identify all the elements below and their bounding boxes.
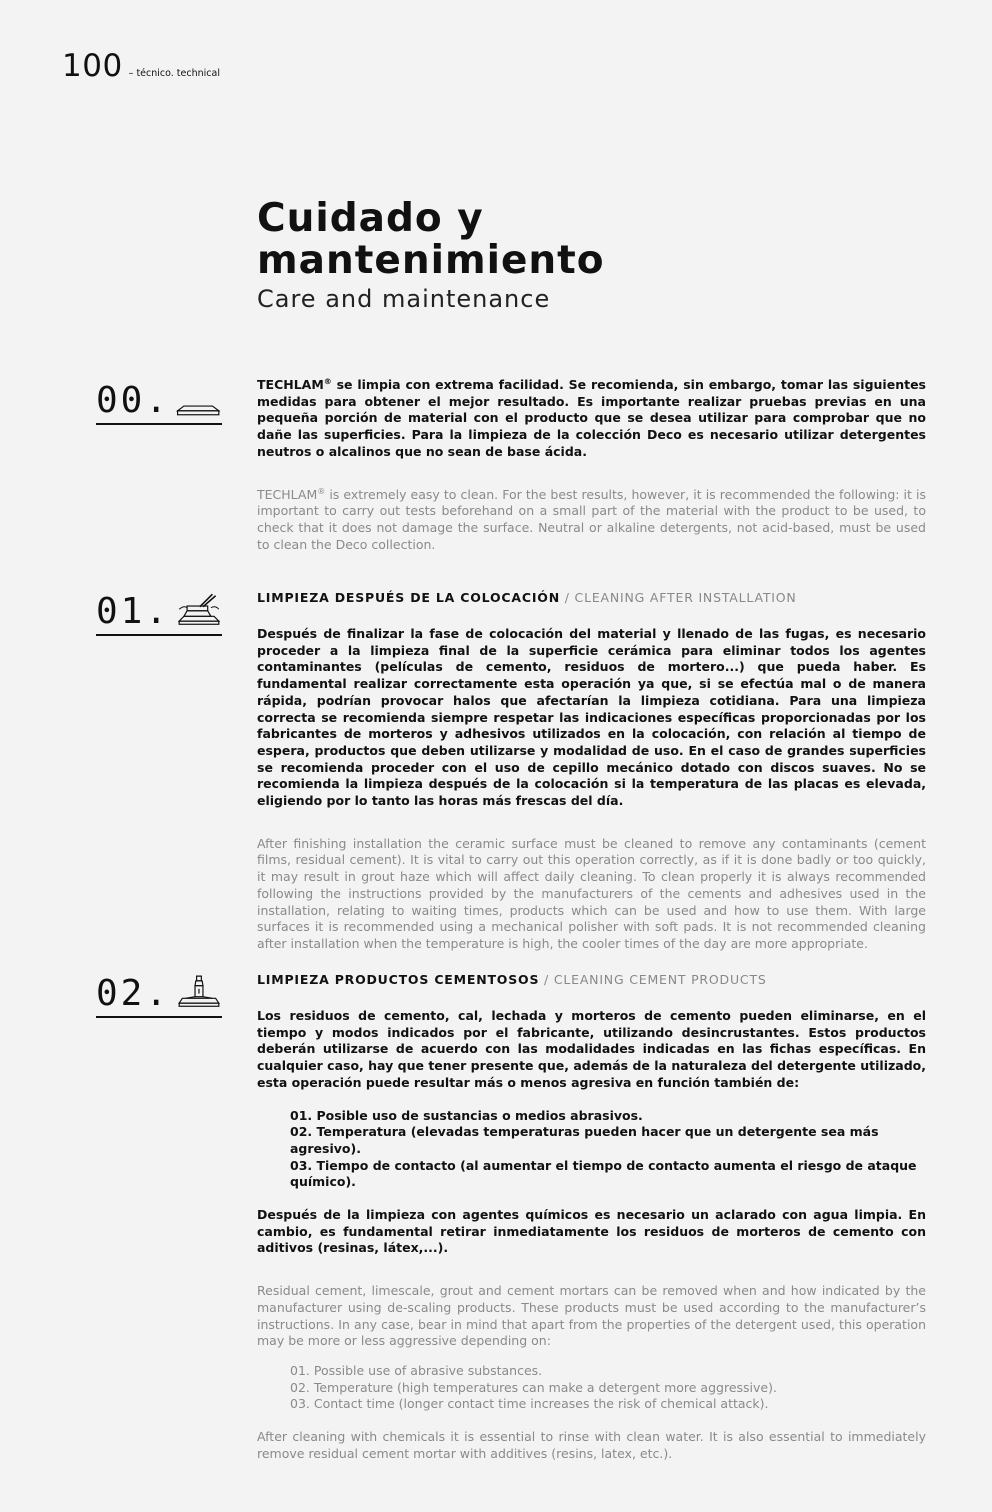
section-02-list-es — [257, 1108, 926, 1192]
section-00-number: 00. — [96, 380, 171, 421]
section-02-heading-en: CLEANING CEMENT PRODUCTS — [553, 972, 767, 987]
list-item: 01. Posible uso de sustancias o medios abrasivos. — [290, 1107, 643, 1123]
section-00-text-en — [257, 487, 926, 554]
section-02-body — [257, 970, 926, 1462]
section-02-outro-es: Después de la limpieza con agentes químicos es necesario un aclarado con agua limpia. En cambio, es fundamental retirar inmediatamente los residuos de morteros de cemento con aditivos (resinas, látex,...). — [257, 1207, 926, 1256]
section-00-paragraph-es: se limpia con extrema facilidad. Se recomienda, sin embargo, tomar las siguientes medidas para obtener el mejor resultado. Es importante realizar pruebas previas en una pequeña porción de material con el producto que se desea utilizar para comprobar que no dañe las superficies. Para la limpieza de la colección Deco es necesario utilizar detergentes neutros o alcalinos que no sean de base ácida. — [257, 377, 926, 459]
heading-separator: / — [539, 972, 554, 987]
heading-separator: / — [559, 590, 575, 605]
section-01-heading-en: CLEANING AFTER INSTALLATION — [574, 590, 797, 605]
section-00-text-es — [257, 377, 926, 461]
list-item: 02. Temperatura (elevadas temperaturas pueden hacer que un detergente sea más agresivo). — [290, 1124, 879, 1156]
section-02-number: 02. — [96, 973, 171, 1014]
page-title — [257, 198, 605, 282]
section-01-number: 01. — [96, 591, 171, 632]
registered-mark-en: ® — [317, 486, 326, 496]
section-01-text-es: Después de finalizar la fase de colocación del material y llenado de las fugas, es necesario proceder a la limpieza final de la superficie cerámica para eliminar todos los agentes contaminantes (películas de cemento, residuos de mortero...) que pueda haber. Es fundamental realizar correctamente esta operación ya que, si se efectúa mal o de manera rápida, podrían provocar halos que afectarían la limpieza cotidiana. Para una limpieza correcta se recomienda siempre respetar las indicaciones específicas proporcionadas por los fabricantes de morteros y adhesivos utilizados en la colocación, con relación al tiempo de espera, productos que deben utilizarse y modalidad de uso. En el caso de grandes superficies se recomienda proceder con el uso de cepillo mecánico dotado con discos suaves. No se recomienda la limpieza después de la colocación si la temperatura de las placas es elevada, eligiendo por lo tanto las horas más frescas del día. — [257, 626, 926, 809]
page-title-line-1: Cuidado y — [257, 196, 484, 241]
page-number: 100 — [62, 48, 123, 84]
title-block — [257, 198, 605, 334]
page-subtitle: Care and maintenance — [257, 285, 551, 313]
page-title-line-2: mantenimiento — [257, 238, 605, 283]
section-02-outro-en: After cleaning with chemicals it is essential to rinse with clean water. It is also essential to immediately remove residual cement mortar with additives (resins, latex, etc.). — [257, 1429, 926, 1461]
page-header — [62, 48, 220, 84]
section-01-marker — [96, 588, 222, 636]
section-02-intro-es: Los residuos de cemento, cal, lechada y morteros de cemento pueden eliminarse, en el tiempo y modos indicados por el fabricante, utilizando desincrustantes. Estos productos deberán utilizarse de acuerdo con las modalidades indicadas en las fichas específicas. En cualquier caso, hay que tener presente que, además de la naturaleza del detergente utilizado, esta operación puede resultar más o menos agresiva en función también de: — [257, 1008, 926, 1090]
list-item: 03. Contact time (longer contact time increases the risk of chemical attack). — [290, 1396, 769, 1412]
section-01-body — [257, 588, 926, 953]
tile-slab-icon — [176, 399, 222, 421]
section-02-list-en — [257, 1363, 926, 1413]
floor-polisher-icon — [176, 588, 222, 632]
section-02-marker — [96, 970, 222, 1018]
section-00-paragraph-en: is extremely easy to clean. For the best results, however, it is recommended the following: it is important to carry out tests beforehand on a small part of the material with the product to be used, to check that it does not damage the surface. Neutral or alkaline detergents, not acid-based, must be used to clean the Deco collection. — [257, 486, 926, 552]
section-02-heading-es: LIMPIEZA PRODUCTOS CEMENTOSOS — [257, 972, 540, 987]
brand-name-en: TECHLAM — [257, 486, 318, 502]
section-01-text-en: After finishing installation the ceramic surface must be cleaned to remove any contaminants (cement films, residual cement). It is vital to carry out this operation correctly, as if it is done badly or too quickly, it may result in grout haze which will affect daily cleaning. To clean properly it is always recommended following the instructions provided by the manufacturers of the cements and adhesives used in the installation, relating to waiting times, products which can be used and how to use them. With large surfaces it is recommended using a mechanical polisher with soft pads. It is not recommended cleaning after installation when the temperature is high, the cooler times of the day are more appropriate. — [257, 835, 926, 951]
list-item: 02. Temperature (high temperatures can make a detergent more aggressive). — [290, 1379, 777, 1395]
list-item: 01. Possible use of abrasive substances. — [290, 1362, 543, 1378]
brand-name: TECHLAM — [257, 377, 324, 392]
list-item: 03. Tiempo de contacto (al aumentar el tiempo de contacto aumenta el riesgo de ataque químico). — [290, 1157, 917, 1190]
section-01-heading — [257, 590, 926, 606]
section-02-heading — [257, 972, 926, 988]
section-label: – técnico. technical — [128, 68, 220, 79]
section-02-intro-en: Residual cement, limescale, grout and cement mortars can be removed when and how indicated by the manufacturer using de-scaling products. These products must be used according to the manufacturer’s instructions. In any case, bear in mind that apart from the properties of the detergent used, this operation may be more or less aggressive depending on: — [257, 1283, 926, 1349]
section-01-heading-es: LIMPIEZA DESPUÉS DE LA COLOCACIÓN — [257, 590, 560, 605]
section-00-body — [257, 377, 926, 553]
registered-mark: ® — [323, 376, 332, 386]
spray-bottle-icon — [176, 970, 222, 1014]
section-00-marker — [96, 377, 222, 425]
